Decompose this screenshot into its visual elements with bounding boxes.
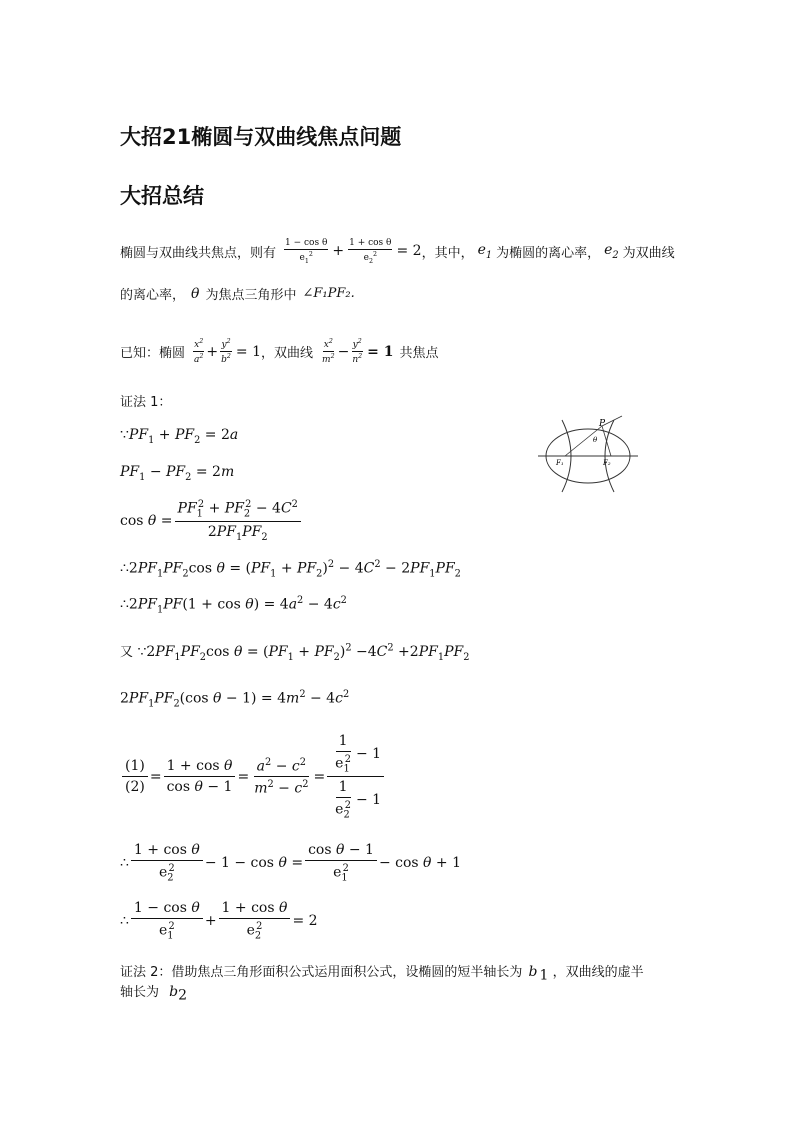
eq-step8: ∴ $\frac{\text{1 + cos θ}}{e_2^2}$ − 1 − cos θ = $\frac{\text{cos θ − 1}}{e_1^2}$ − cos θ + 1 — [120, 842, 462, 884]
summary-text-e: 的离心率， — [120, 288, 186, 303]
hyperbola-equation: $\frac{x^2}{m^2}$ − $\frac{y^2}{n^2}$ = 1 — [322, 338, 394, 365]
summary-text-f: 为焦点三角形中 — [205, 288, 297, 303]
e2-symbol: $e_2$ — [604, 242, 619, 261]
summary-text-b: ，其中， — [421, 245, 474, 261]
theta-symbol: θ — [191, 285, 200, 302]
eq-result: ∴ $\frac{\text{1 − cos θ}}{e_1^2}$ + $\frac{\text{1 + cos θ}}{e_2^2}$ = 2 — [120, 900, 318, 942]
summary-text-c: 为椭圆的离心率， — [496, 245, 601, 261]
eq-step3: $\therefore 2PF_1PF_2\cos$ $\theta = (PF_1 + PF_2)^2 - 4C^2 - 2PF_1PF_2$ — [120, 559, 461, 580]
section-heading: 大招总结 — [120, 184, 204, 208]
angle-symbol: ∠F₁PF₂. — [302, 286, 355, 301]
summary-text-a: 椭圆与双曲线共焦点，则有 — [120, 245, 277, 261]
ellipse-equation: $\frac{x^2}{a^2}$ + $\frac{y^2}{b^2}$ = 1 — [194, 338, 262, 365]
page-title: 大招21椭圆与双曲线焦点问题 — [120, 125, 402, 149]
known-text-c: 共焦点 — [399, 346, 439, 361]
eq-step4: $\therefore 2PF_1PF(1 + \cos \theta) = 4a^2 - 4c^2$ — [120, 595, 347, 616]
eq-ratio: $\frac{(1)}{(2)}$ = $\frac{\text{1 + cos θ}}{\text{cos θ − 1}}$ = $\frac{a^2 - c^2}{m^2 - c^2}$ = $\frac{1}{e_1^2}$ − 1 $\frac{1}{e_2^2}$ − 1 — [120, 733, 386, 821]
summary-line-1 — [120, 238, 675, 265]
label-f1: F₁ — [556, 459, 564, 467]
label-theta: θ — [593, 436, 598, 444]
eq-step5: 又 $\because 2PF_1PF_2\cos$ $\theta = (PF_1 + PF_2)^2 -4C^2 +2PF_1PF_2$ — [120, 642, 470, 663]
eq-sum: $\because PF_1 + PF_2 = 2a$ — [120, 427, 239, 446]
known-text-b: ，双曲线 — [261, 346, 314, 361]
known-text-a: 已知：椭圆 — [120, 346, 186, 361]
eq-cos: cos θ = $\frac{PF_1^2 + PF_2^2 - 4C^2}{2PF_1PF_2}$ — [120, 499, 303, 543]
ellipse-hyperbola-figure — [536, 414, 640, 496]
summary-formula: $\frac{\text{1 − cos θ}}{e_1^2}$ + $\frac{\text{1 + cos θ}}{e_2^2}$ = 2 — [285, 238, 422, 265]
e1-symbol: $e_1$ — [477, 242, 493, 261]
proof2-line-2: 轴长为 $b_2$ — [120, 984, 188, 1004]
label-p: P — [599, 419, 606, 429]
proof2-line-1: 证法 2：借助焦点三角形面积公式运用面积公式，设椭圆的短半轴长为 b $_1$ ，双曲线的虚半 — [120, 964, 644, 984]
known-line — [120, 338, 439, 365]
summary-line-2 — [120, 284, 355, 303]
proof1-label: 证法 1： — [120, 395, 172, 410]
eq-diff: $PF_1 - PF_2 = 2m$ — [120, 464, 235, 483]
eq-step6: $2PF_1PF_2(\cos$ $\theta - 1) = 4m^2 - 4c^2$ — [120, 689, 350, 710]
label-f2: F₂ — [603, 459, 611, 467]
summary-text-d: 为双曲线 — [622, 245, 675, 261]
